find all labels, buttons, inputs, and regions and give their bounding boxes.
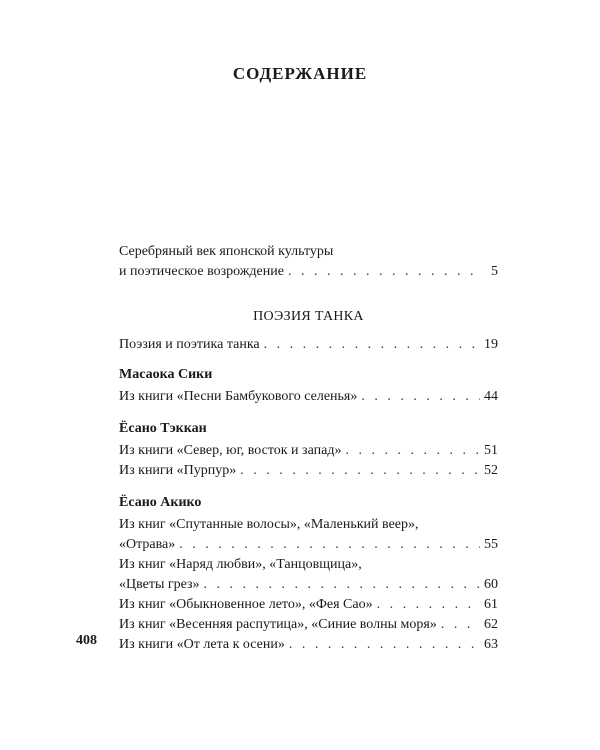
author-heading: Масаока Сики: [119, 367, 213, 382]
leader-dots: [204, 575, 480, 595]
toc-intro-line2: и поэтическое возрождение: [119, 264, 284, 279]
toc-entry: [119, 387, 498, 407]
author-heading: Ёсано Акико: [119, 495, 202, 510]
toc-entry-poetics: [119, 335, 498, 355]
page-number: 61: [484, 597, 498, 612]
page-number: 19: [484, 337, 498, 352]
section-heading: ПОЭЗИЯ ТАНКА: [253, 309, 364, 324]
page-number: 55: [484, 537, 498, 552]
page-number: 5: [491, 264, 498, 279]
toc-entry-label: Из книги «Север, юг, восток и запад»: [119, 443, 342, 458]
toc-entry: [119, 575, 498, 595]
leader-dots: [264, 335, 480, 355]
folio-page-number: 408: [76, 633, 97, 648]
leader-dots: [288, 262, 480, 282]
toc-entry-label: «Цветы грез»: [119, 577, 200, 592]
toc-entry-line1: Из книг «Наряд любви», «Танцовщица»,: [119, 557, 362, 572]
leader-dots: [240, 461, 480, 481]
toc-entry-label: Поэзия и поэтика танка: [119, 337, 260, 352]
page-title: СОДЕРЖАНИЕ: [232, 64, 368, 83]
toc-entry: [119, 535, 498, 555]
leader-dots: [441, 615, 480, 635]
toc-entry-label: Из книг «Обыкновенное лето», «Фея Сао»: [119, 597, 373, 612]
page-number: 62: [484, 617, 498, 632]
page-number: 60: [484, 577, 498, 592]
page-number: 63: [484, 637, 498, 652]
leader-dots: [345, 441, 480, 461]
leader-dots: [377, 595, 480, 615]
toc-entry-label: «Отрава»: [119, 537, 176, 552]
toc-entry-intro: [119, 262, 498, 282]
toc-entry-line1: Из книг «Спутанные волосы», «Маленький веер»,: [119, 517, 419, 532]
table-of-contents: [119, 242, 498, 655]
page-number: 52: [484, 463, 498, 478]
toc-entry: [119, 441, 498, 461]
leader-dots: [179, 535, 480, 555]
toc-entry-label: Из книг «Весенняя распутица», «Синие волны моря»: [119, 617, 437, 632]
toc-entry: [119, 461, 498, 481]
toc-entry-label: Из книги «От лета к осени»: [119, 637, 285, 652]
page-number: 44: [484, 389, 498, 404]
toc-entry: [119, 635, 498, 655]
toc-intro-line1: Серебряный век японской культуры: [119, 244, 334, 259]
page-number: 51: [484, 443, 498, 458]
toc-entry-label: Из книги «Песни Бамбукового селенья»: [119, 389, 358, 404]
toc-entry-label: Из книги «Пурпур»: [119, 463, 237, 478]
leader-dots: [361, 387, 480, 407]
leader-dots: [289, 635, 480, 655]
toc-entry: [119, 615, 498, 635]
toc-entry: [119, 595, 498, 615]
author-heading: Ёсано Тэккан: [119, 421, 207, 436]
